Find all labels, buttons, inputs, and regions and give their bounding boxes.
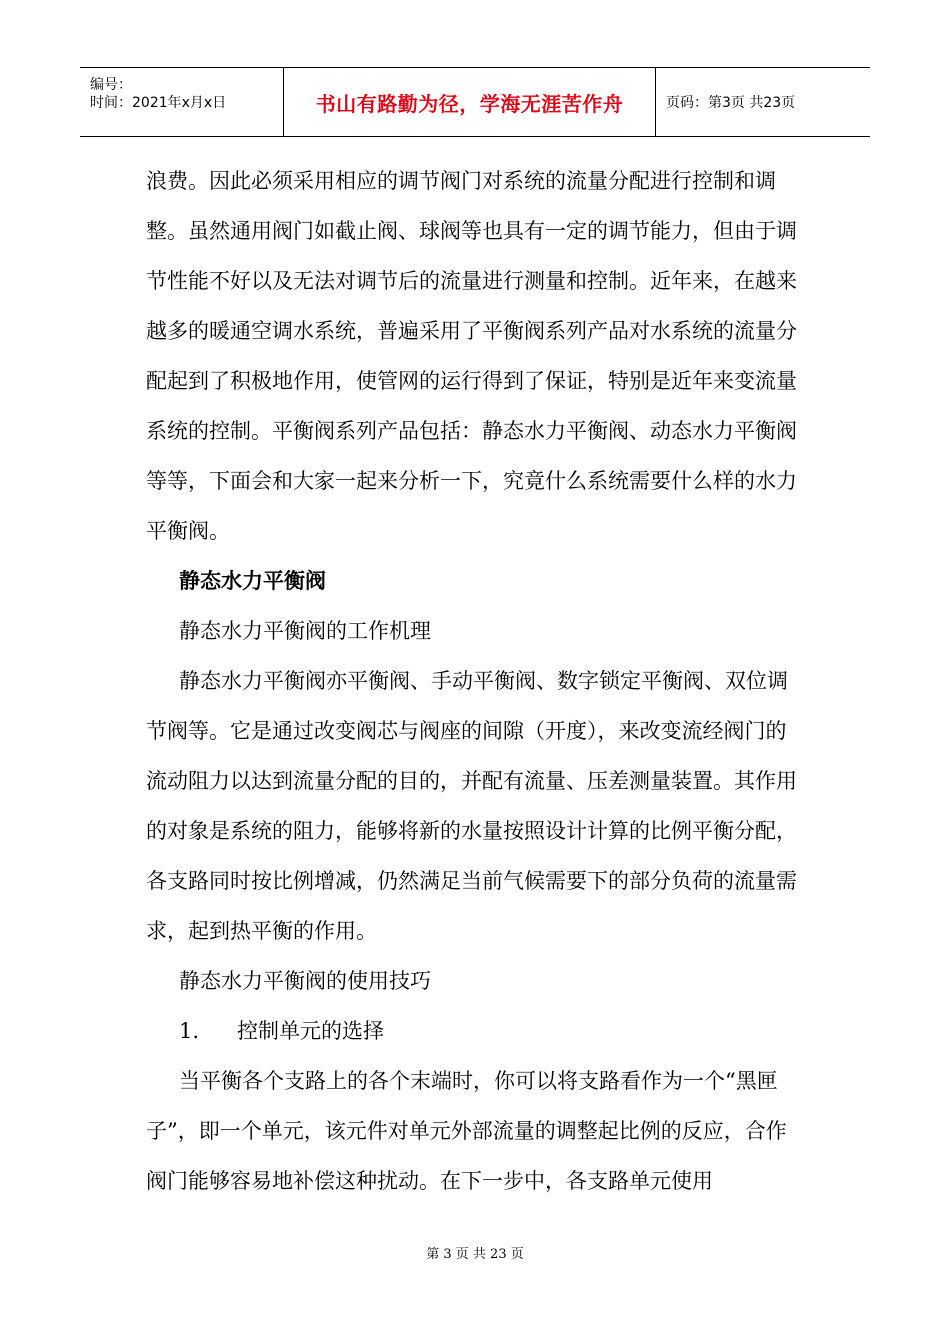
document-body [146,156,806,1206]
page-info: 页码：第3页 共23页 [666,95,796,111]
paragraph-1: 浪费。因此必须采用相应的调节阀门对系统的流量分配进行控制和调整。虽然通用阀门如截止阀、球阀等也具有一定的调节能力，但由于调节性能不好以及无法对调节后的流量进行测量和控制。近年来，在越来越多的暖通空调水系统，普遍采用了平衡阀系列产品对水系统的流量分配起到了积极地作用，使管网的运行得到了保证，特别是近年来变流量系统的控制。平衡阀系列产品包括：静态水力平衡阀、动态水力平衡阀等等，下面会和大家一起来分析一下，究竟什么系统需要什么样的水力平衡阀。 [146,169,797,543]
number-label: 编号： [90,77,132,93]
date-label: 时间：2021年x月x日 [90,95,227,111]
header-meta [80,68,284,136]
paragraph-2: 静态水力平衡阀亦平衡阀、手动平衡阀、数字锁定平衡阀、双位调节阀等。它是通过改变阀芯与阀座的间隙（开度），来改变流经阀门的流动阻力以达到流量分配的目的，并配有流量、压差测量装置。其作用的对象是系统的阻力，能够将新的水量按照设计计算的比例平衡分配，各支路同时按比例增减，仍然满足当前气候需要下的部分负荷的流量需求，起到热平衡的作用。 [146,669,797,943]
paragraph-3: 当平衡各个支路上的各个末端时，你可以将支路看作为一个“黑匣子”，即一个单元，该元件对单元外部流量的调整起比例的反应，合作阀门能够容易地补偿这种扰动。在下一步中，各支路单元使用 [146,1069,787,1193]
page-footer: 第 3 页 共 23 页 [426,1247,524,1262]
list-item-text: 控制单元的选择 [237,1019,384,1043]
subheading-tips: 静态水力平衡阀的使用技巧 [179,969,431,993]
list-item [146,1006,806,1056]
list-item-number: 1. [179,1019,200,1043]
page-header [80,67,870,137]
motto-text: 书山有路勤为径，学海无涯苦作舟 [284,68,656,136]
section-heading: 静态水力平衡阀 [179,569,326,593]
subheading-mechanism: 静态水力平衡阀的工作机理 [179,619,431,643]
